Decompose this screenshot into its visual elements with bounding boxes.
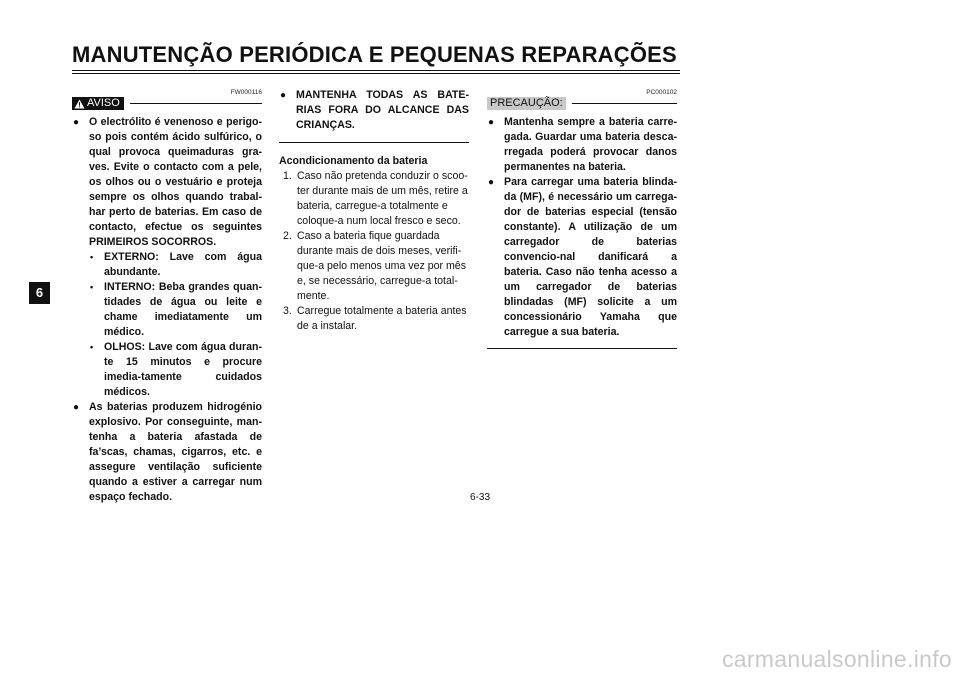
chapter-tab: 6 (29, 282, 50, 304)
step-item (279, 304, 469, 334)
caution-badge: PRECAUÇÃO: (487, 97, 566, 110)
watermark: carmanualsonline.info (721, 646, 952, 672)
warning-item (72, 400, 262, 505)
caution-item-text: Para carregar uma bateria blinda-da (MF), é necessário um carrega-dor de baterias especial (tensão constante). A utilização de um carregador de baterias convencio-nal danificará a bateria. Caso não tenha acesso a um carregador de baterias blindadas (MF) solicite a um concessionário Yamaha que carregue a sua bateria. (504, 176, 677, 338)
first-aid-item (72, 280, 262, 340)
warning-header-rule (130, 103, 262, 104)
step-item (279, 169, 469, 229)
warning-end-rule (279, 142, 469, 143)
page-number: 6-33 (469, 492, 490, 503)
step-text: Carregue totalmente a bateria antes de a instalar. (297, 305, 467, 332)
first-aid-item (72, 340, 262, 400)
bullet-dot-icon: ● (73, 402, 80, 413)
step-number: 2. (283, 230, 292, 242)
bullet-dot-icon: ● (488, 117, 495, 128)
caution-end-rule (487, 348, 677, 349)
first-aid-item-text: INTERNO: Beba grandes quan-tidades de água ou leite e chame imediatamente um médico. (104, 281, 262, 338)
storage-column (279, 88, 469, 334)
step-item (279, 229, 469, 304)
caution-column (487, 88, 677, 349)
warning-item-text: MANTENHA TODAS AS BATE-RIAS FORA DO ALCANCE DAS CRIANÇAS. (296, 89, 469, 131)
bullet-dot-icon: • (90, 282, 94, 292)
caution-header-rule (572, 103, 677, 104)
caution-header (487, 97, 677, 110)
warning-badge (72, 97, 124, 110)
first-aid-item-text: EXTERNO: Lave com água abundante. (104, 251, 262, 278)
warning-header (72, 97, 262, 110)
warning-code: FW000116 (230, 89, 262, 96)
page-title: MANUTENÇÃO PERIÓDICA E PEQUENAS REPARAÇÕES (72, 42, 677, 67)
warning-item-text: As baterias produzem hidrogénio explosivo. Por conseguinte, man-tenha a bateria afastada de fa’scas, chamas, cigarros, etc. e assegure ventilação suficiente quando a estiver a carregar num espaço fechado. (89, 401, 262, 503)
step-text: Caso não pretenda conduzir o scoo-ter durante mais de um mês, retire a bateria, carregue-a totalmente e coloque-a num local fresco e seco. (297, 170, 468, 227)
step-number: 3. (283, 305, 292, 317)
warning-item-text: O electrólito é venenoso e perigo-so pois contém ácido sulfúrico, o qual provoca queimaduras gra-ves. Evite o contacto com a pele, os olhos ou o vestuário e proteja sempre os olhos quando trabal-har perto de baterias. Em caso de contacto, efectue os seguintes PRIMEIROS SOCORROS. (89, 116, 262, 248)
bullet-dot-icon: • (90, 252, 94, 262)
bullet-dot-icon: • (90, 342, 94, 352)
caution-code: PC000102 (646, 89, 677, 96)
step-text: Caso a bateria fique guardada durante mais de dois meses, verifi-que-a pelo menos uma vez por mês e, se necessário, carregue-a total-mente. (297, 230, 466, 302)
caution-item (487, 175, 677, 340)
bullet-dot-icon: ● (488, 177, 495, 188)
caution-item-text: Mantenha sempre a bateria carre-gada. Guardar uma bateria desca-rregada poderá provocar danos permanentes na bateria. (504, 116, 677, 173)
bullet-dot-icon: ● (280, 90, 287, 101)
section-title: Acondicionamento da bateria (279, 155, 428, 167)
warning-item (279, 88, 469, 133)
warning-triangle-icon (74, 99, 85, 109)
first-aid-item (72, 250, 262, 280)
title-rule-bottom (72, 73, 680, 74)
step-number: 1. (283, 170, 292, 182)
bullet-dot-icon: ● (73, 117, 80, 128)
warning-badge-label: AVISO (87, 97, 120, 109)
warning-column (72, 88, 262, 505)
title-rule-top (72, 70, 680, 71)
warning-item (72, 115, 262, 250)
first-aid-item-text: OLHOS: Lave com água duran-te 15 minutos e procure imedia-tamente cuidados médicos. (104, 341, 262, 398)
caution-item (487, 115, 677, 175)
